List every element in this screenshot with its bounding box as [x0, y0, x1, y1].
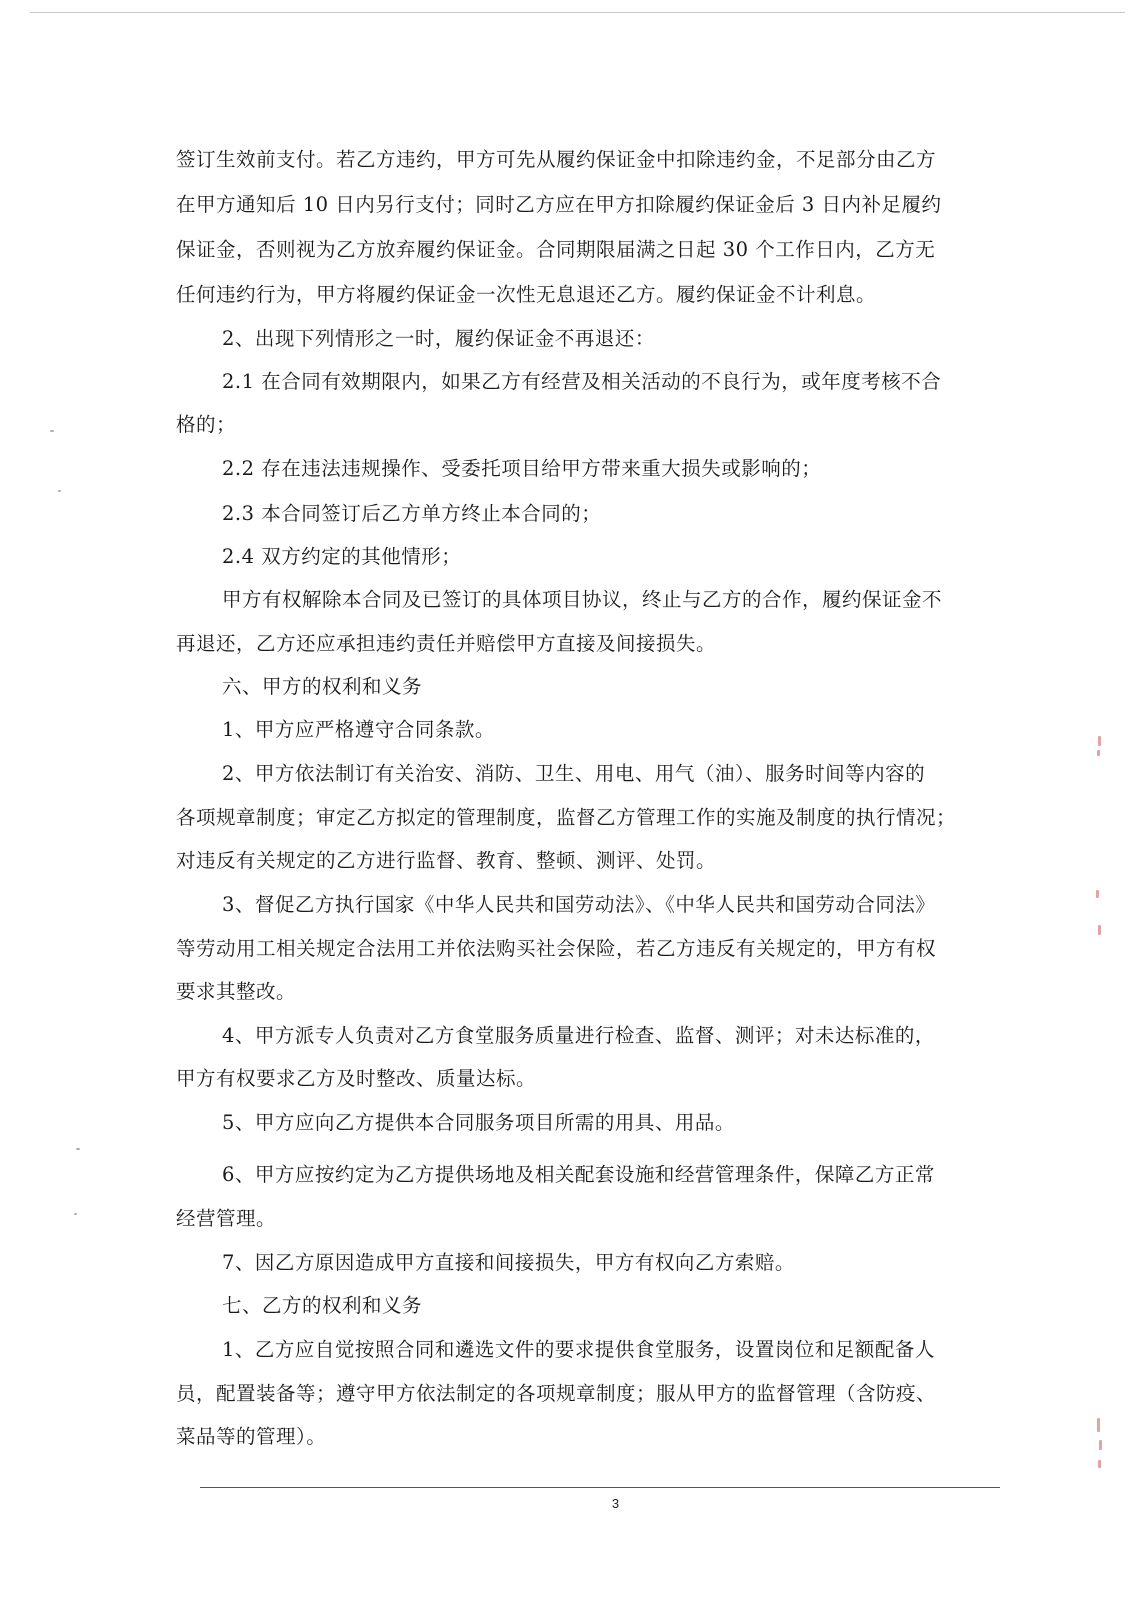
paragraph-line: 2.2 存在违法违规操作、受委托项目给甲方带来重大损失或影响的；	[222, 457, 822, 480]
scan-speck	[1096, 890, 1099, 898]
paragraph-line: 2、出现下列情形之一时，履约保证金不再退还：	[222, 327, 655, 350]
paragraph-line: 甲方有权解除本合同及已签订的具体项目协议，终止与乙方的合作，履约保证金不	[222, 588, 943, 611]
section-heading: 六、甲方的权利和义务	[222, 675, 423, 698]
paragraph-line: 2.1 在合同有效期限内，如果乙方有经营及相关活动的不良行为，或年度考核不合	[222, 370, 942, 393]
paragraph-line: 在甲方通知后 10 日内另行支付；同时乙方应在甲方扣除履约保证金后 3 日内补足履约	[176, 193, 942, 216]
scan-speck	[1098, 1460, 1101, 1468]
paragraph-line: 1、甲方应严格遵守合同条款。	[222, 718, 495, 741]
paragraph-line: 各项规章制度；审定乙方拟定的管理制度，监督乙方管理工作的实施及制度的执行情况；	[176, 806, 957, 829]
scan-speck	[50, 430, 54, 432]
paragraph-line: 要求其整改。	[176, 980, 297, 1003]
paragraph-line: 5、甲方应向乙方提供本合同服务项目所需的用具、用品。	[222, 1111, 735, 1134]
paragraph-line: 1、乙方应自觉按照合同和遴选文件的要求提供食堂服务，设置岗位和足额配备人	[222, 1338, 935, 1361]
paragraph-line: 6、甲方应按约定为乙方提供场地及相关配套设施和经营管理条件，保障乙方正常	[222, 1163, 935, 1186]
page-number: 3	[611, 1496, 620, 1511]
scan-speck	[76, 1148, 80, 1150]
paragraph-line: 7、因乙方原因造成甲方直接和间接损失，甲方有权向乙方索赔。	[222, 1251, 795, 1274]
paragraph-line: 任何违约行为，甲方将履约保证金一次性无息退还乙方。履约保证金不计利息。	[176, 283, 877, 306]
scan-speck	[1097, 750, 1100, 756]
paragraph-line: 再退还，乙方还应承担违约责任并赔偿甲方直接及间接损失。	[176, 632, 717, 655]
scan-speck	[1097, 1418, 1100, 1432]
paragraph-line: 对违反有关规定的乙方进行监督、教育、整顿、测评、处罚。	[176, 849, 717, 872]
paragraph-line: 菜品等的管理）。	[176, 1425, 327, 1448]
scan-speck	[74, 1213, 77, 1215]
paragraph-line: 甲方有权要求乙方及时整改、质量达标。	[176, 1067, 537, 1090]
paragraph-line: 格的；	[176, 413, 237, 436]
paragraph-line: 2.3 本合同签订后乙方单方终止本合同的；	[222, 502, 602, 525]
paragraph-line: 2.4 双方约定的其他情形；	[222, 545, 462, 568]
scan-speck	[58, 490, 61, 492]
paragraph-line: 员，配置装备等；遵守甲方依法制定的各项规章制度；服从甲方的监督管理（含防疫、	[176, 1382, 937, 1405]
paragraph-line: 签订生效前支付。若乙方违约，甲方可先从履约保证金中扣除违约金，不足部分由乙方	[176, 148, 937, 171]
paragraph-line: 2、甲方依法制订有关治安、消防、卫生、用电、用气（油）、服务时间等内容的	[222, 762, 926, 785]
paragraph-line: 4、甲方派专人负责对乙方食堂服务质量进行检查、监督、测评；对未达标准的，	[222, 1024, 935, 1047]
scan-speck	[1098, 925, 1101, 935]
section-heading: 七、乙方的权利和义务	[222, 1294, 423, 1317]
paragraph-line: 经营管理。	[176, 1207, 277, 1230]
scan-top-edge	[30, 12, 1125, 13]
paragraph-line: 3、督促乙方执行国家《中华人民共和国劳动法》、《中华人民共和国劳动合同法》	[222, 893, 936, 916]
paragraph-line: 保证金，否则视为乙方放弃履约保证金。合同期限届满之日起 30 个工作日内，乙方无	[176, 238, 936, 261]
scan-speck	[1099, 1440, 1102, 1450]
paragraph-line: 等劳动用工相关规定合法用工并依法购买社会保险，若乙方违反有关规定的，甲方有权	[176, 937, 937, 960]
scan-speck	[1098, 736, 1101, 746]
footer-divider	[200, 1487, 1000, 1488]
